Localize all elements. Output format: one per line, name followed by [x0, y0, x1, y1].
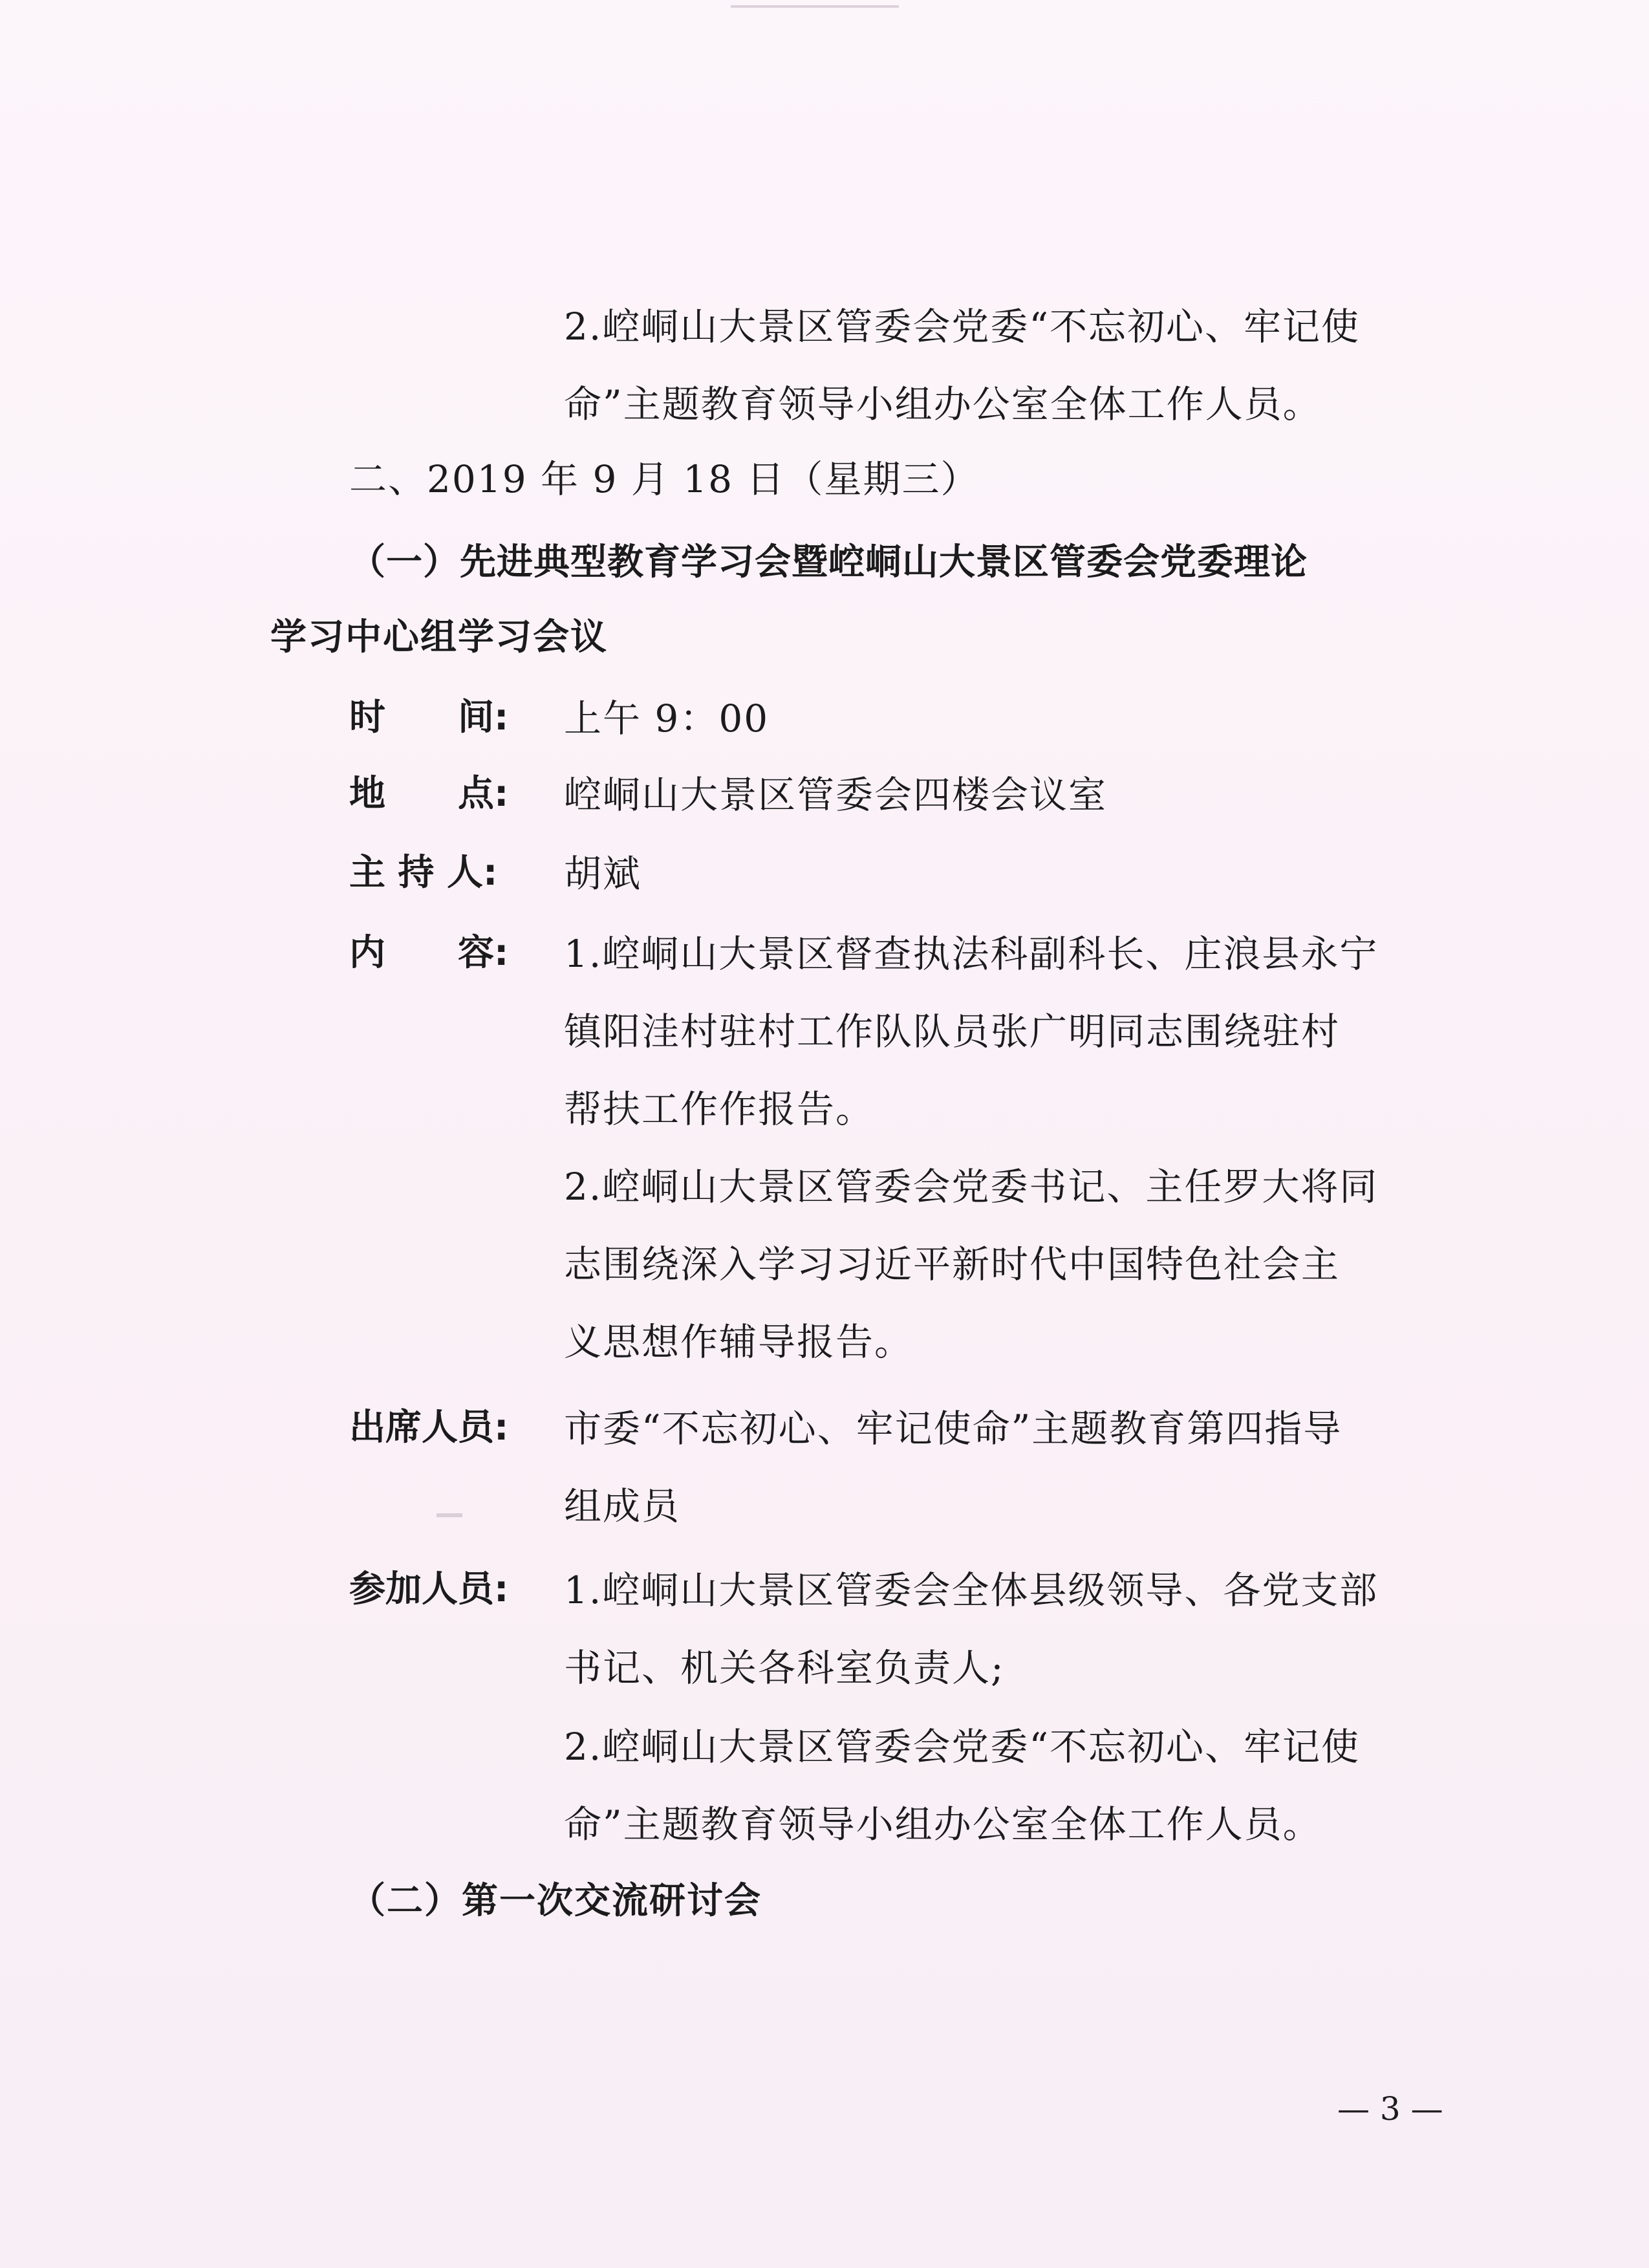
- content-item2-line1: 2.崆峒山大景区管委会党委书记、主任罗大将同: [564, 1165, 1379, 1209]
- participants-item2-line1: 2.崆峒山大景区管委会党委“不忘初心、牢记使: [564, 1725, 1360, 1769]
- sub2-title: （二）第一次交流研讨会: [349, 1880, 762, 1922]
- scan-mark: [731, 5, 899, 8]
- time-label: 时 间:: [349, 697, 509, 739]
- content-item2-line3: 义思想作辅导报告。: [564, 1320, 914, 1364]
- content-item1-line3: 帮扶工作作报告。: [564, 1087, 875, 1131]
- section1-item2-line1: 2.崆峒山大景区管委会党委“不忘初心、牢记使: [564, 305, 1360, 349]
- time-value: 上午 9：00: [564, 697, 770, 740]
- host-value: 胡斌: [564, 852, 642, 896]
- participants-item2-line2: 命”主题教育领导小组办公室全体工作人员。: [564, 1802, 1322, 1846]
- section2-heading: 二、2019 年 9 月 18 日（星期三）: [349, 457, 980, 501]
- content-label: 内 容:: [349, 932, 509, 974]
- participants-item1-line2: 书记、机关各科室负责人;: [564, 1646, 1005, 1690]
- participants-item1-line1: 1.崆峒山大景区管委会全体县级领导、各党支部: [564, 1568, 1379, 1612]
- attend-line1: 市委“不忘初心、牢记使命”主题教育第四指导: [564, 1407, 1342, 1451]
- place-label: 地 点:: [349, 773, 509, 815]
- sub1-title-line1: （一）先进典型教育学习会暨崆峒山大景区管委会党委理论: [349, 541, 1308, 583]
- content-item2-line2: 志围绕深入学习习近平新时代中国特色社会主: [564, 1242, 1341, 1286]
- place-value: 崆峒山大景区管委会四楼会议室: [564, 773, 1108, 817]
- scan-mark: [436, 1513, 462, 1517]
- participants-label: 参加人员:: [349, 1568, 509, 1610]
- attend-line2: 组成员: [564, 1484, 681, 1528]
- section1-item2-line2: 命”主题教育领导小组办公室全体工作人员。: [564, 382, 1322, 426]
- sub1-title-line2: 学习中心组学习会议: [270, 616, 608, 658]
- page-number: — 3 —: [1337, 2090, 1443, 2128]
- host-label: 主 持 人:: [349, 852, 498, 894]
- attend-label: 出席人员:: [349, 1407, 509, 1449]
- content-item1-line2: 镇阳洼村驻村工作队队员张广明同志围绕驻村: [564, 1010, 1341, 1053]
- content-item1-line1: 1.崆峒山大景区督查执法科副科长、庄浪县永宁: [564, 932, 1379, 976]
